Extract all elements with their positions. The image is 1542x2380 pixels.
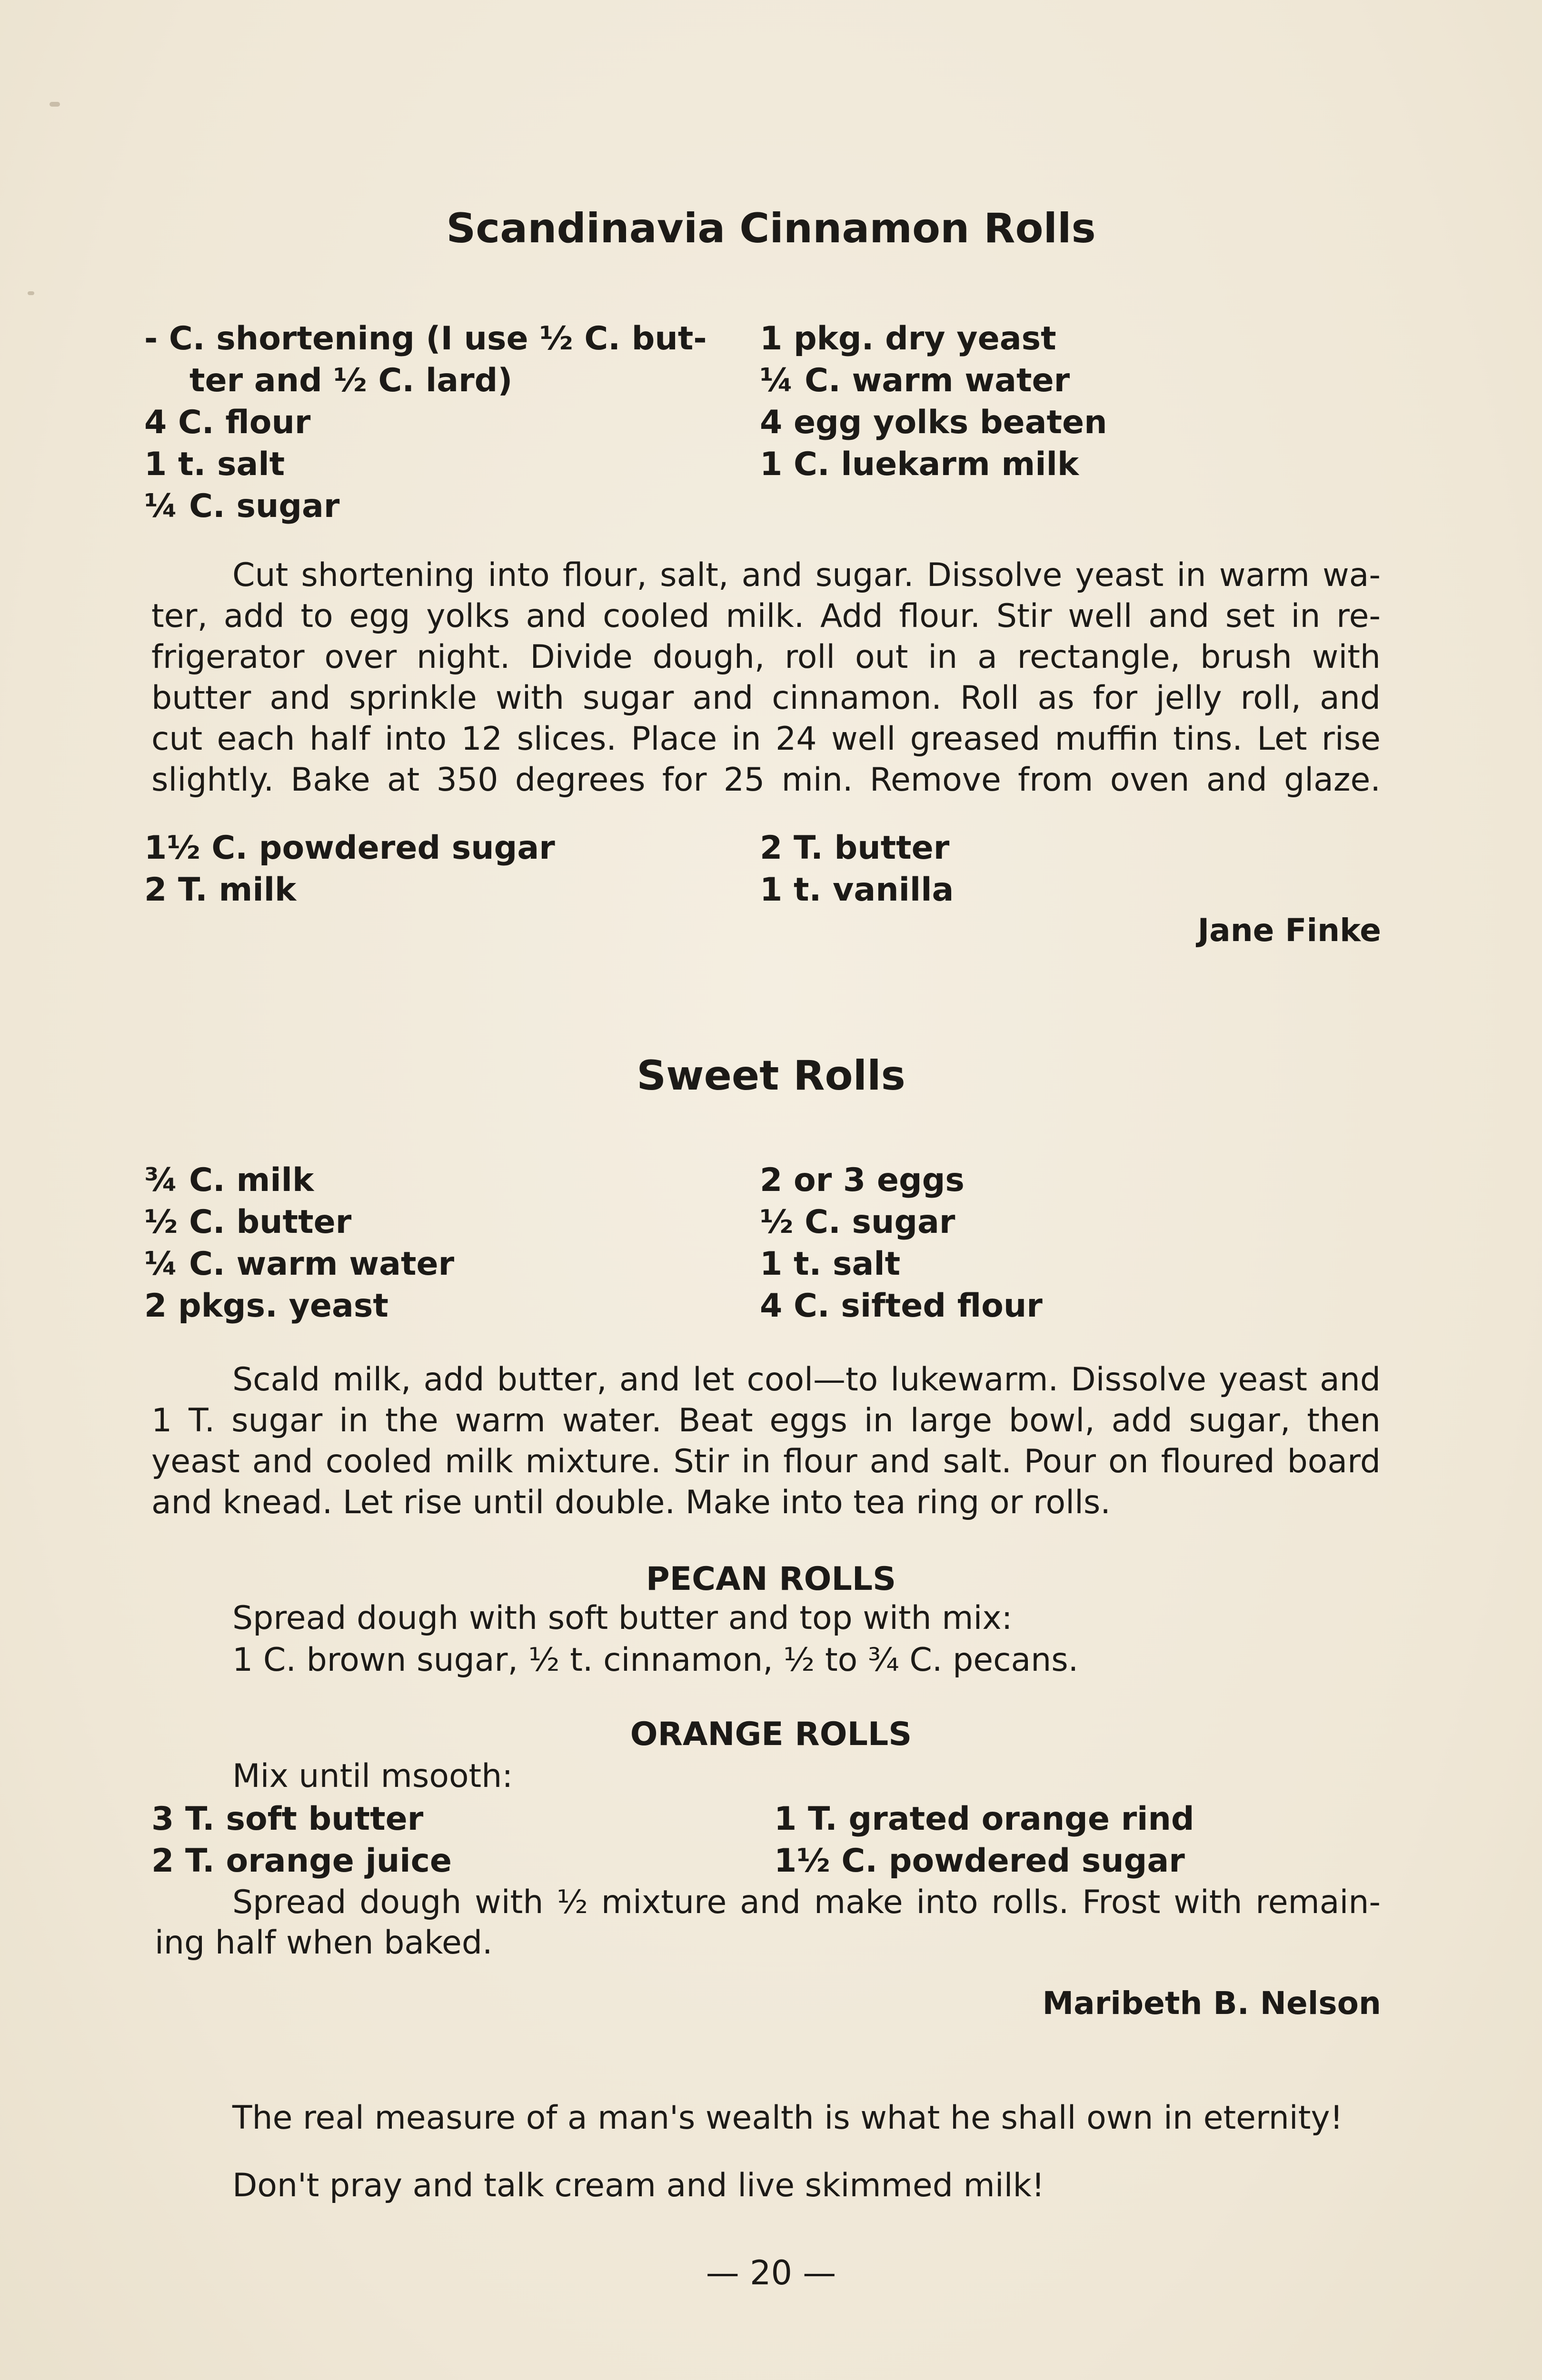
direction-line: ter, add to egg yolks and cooled milk. Add flour. Stir well and set in re- [151, 597, 1381, 635]
page-number: — 20 — [706, 2253, 836, 2292]
direction-line: Spread dough with ½ mixture and make into rolls. Frost with remain- [232, 1884, 1381, 1921]
author-maribeth-nelson: Maribeth B. Nelson [1042, 1985, 1381, 2022]
paper-speck [50, 102, 60, 107]
ingredient-line: 1½ C. powdered sugar [774, 1842, 1185, 1880]
recipe-title-cinnamon-rolls: Scandinavia Cinnamon Rolls [446, 205, 1096, 252]
pecan-rolls-line: 1 C. brown sugar, ½ t. cinnamon, ½ to ¾ C. pecans. [232, 1641, 1079, 1679]
ingredient-line: 2 pkgs. yeast [144, 1287, 388, 1325]
ingredient-line: 2 T. orange juice [151, 1842, 452, 1880]
glaze-line: 1½ C. powdered sugar [144, 829, 555, 867]
directions-sweet [151, 1359, 1381, 1523]
author-jane-finke: Jane Finke [1197, 912, 1381, 949]
glaze-line: 1 t. vanilla [760, 871, 954, 909]
ingredient-line: 3 T. soft butter [151, 1800, 424, 1838]
paper-speck [28, 291, 34, 295]
ingredients-left-sweet [144, 1160, 454, 1327]
ingredient-line: ¼ C. warm water [144, 1245, 455, 1283]
orange-ingredients-right [774, 1798, 1194, 1882]
direction-line: 1 T. sugar in the warm water. Beat eggs in large bowl, add sugar, then [151, 1402, 1381, 1439]
pecan-rolls-heading: PECAN ROLLS [646, 1560, 896, 1598]
orange-rolls-directions [232, 1882, 1381, 1923]
direction-line: and knead. Let rise until double. Make into tea ring or rolls. [151, 1484, 1111, 1521]
orange-ingredients-left [151, 1798, 452, 1882]
ingredient-line: ¼ C. sugar [144, 487, 340, 525]
recipe-title-sweet-rolls: Sweet Rolls [637, 1052, 905, 1100]
orange-rolls-heading: ORANGE ROLLS [630, 1716, 912, 1753]
ingredient-line: ter and ½ C. lard) [189, 362, 513, 399]
glaze-line: 2 T. milk [144, 871, 297, 909]
ingredient-line: ½ C. sugar [760, 1203, 955, 1241]
ingredient-line: - C. shortening (I use ½ C. but- [144, 320, 707, 357]
ingredient-line: 4 C. flour [144, 404, 311, 441]
ingredient-line: 1 pkg. dry yeast [760, 320, 1056, 357]
direction-line: frigerator over night. Divide dough, roll out in a rectangle, brush with [151, 638, 1381, 676]
glaze-line: 2 T. butter [760, 829, 950, 867]
orange-rolls-intro: Mix until msooth: [232, 1757, 513, 1795]
ingredients-right-cinnamon [760, 318, 1107, 486]
directions-cinnamon [151, 555, 1381, 801]
direction-line: yeast and cooled milk mixture. Stir in flour and salt. Pour on floured board [151, 1443, 1381, 1480]
ingredient-line: 1 t. salt [144, 446, 285, 483]
ingredient-line: ¾ C. milk [144, 1161, 314, 1199]
direction-line: ing half when baked. [155, 1924, 493, 1962]
glaze-left [144, 827, 555, 911]
direction-line: cut each half into 12 slices. Place in 24 well greased muffin tins. Let rise [151, 720, 1381, 758]
quote-line: The real measure of a man's wealth is what he shall own in eternity! [232, 2099, 1343, 2137]
direction-line: butter and sprinkle with sugar and cinnamon. Roll as for jelly roll, and [151, 679, 1381, 717]
ingredient-line: 4 egg yolks beaten [760, 404, 1107, 441]
ingredient-line: 1 t. salt [760, 1245, 901, 1283]
direction-line: Scald milk, add butter, and let cool—to lukewarm. Dissolve yeast and [232, 1361, 1381, 1398]
ingredient-line: ¼ C. warm water [760, 362, 1070, 399]
ingredient-line: 2 or 3 eggs [760, 1161, 965, 1199]
ingredient-line: 1 C. luekarm milk [760, 446, 1079, 483]
ingredient-line: 1 T. grated orange rind [774, 1800, 1194, 1838]
ingredient-line: 4 C. sifted flour [760, 1287, 1043, 1325]
ingredients-left-cinnamon [144, 318, 707, 527]
quote-line: Don't pray and talk cream and live skimmed milk! [232, 2167, 1045, 2204]
direction-line: slightly. Bake at 350 degrees for 25 min. Remove from oven and glaze. [151, 761, 1381, 799]
ingredients-right-sweet [760, 1160, 1043, 1327]
pecan-rolls-line: Spread dough with soft butter and top with mix: [232, 1599, 1013, 1637]
direction-line: Cut shortening into flour, salt, and sugar. Dissolve yeast in warm wa- [232, 556, 1381, 594]
ingredient-line: ½ C. butter [144, 1203, 352, 1241]
glaze-right [760, 827, 954, 911]
